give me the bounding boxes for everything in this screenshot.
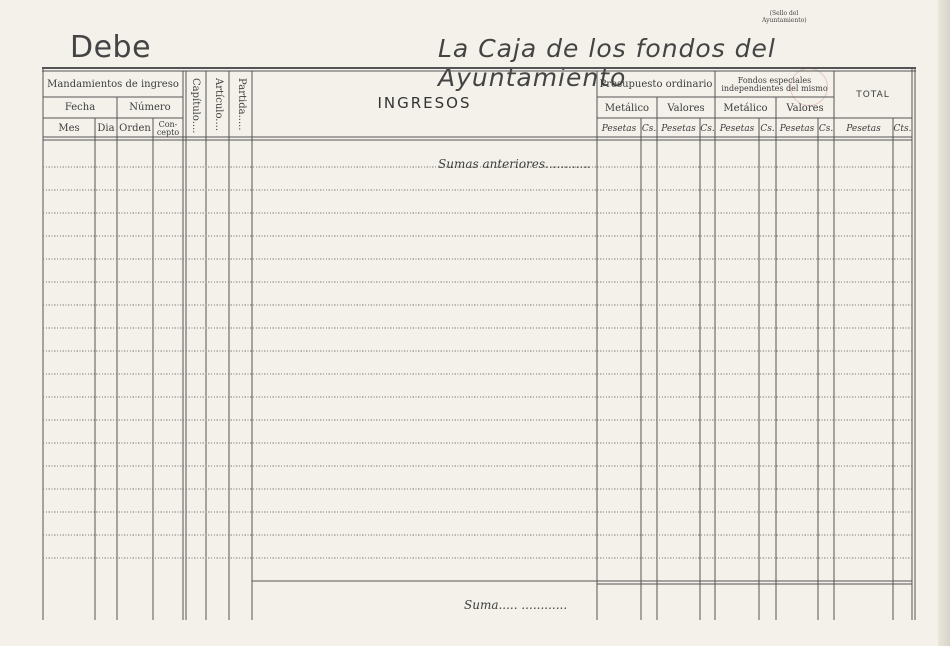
header-metalico-1: Metálico xyxy=(604,103,650,114)
header-cs-1: Cs. xyxy=(641,124,657,134)
header-mandamientos: Mandamientos de ingreso xyxy=(47,79,179,90)
row-sumas-anteriores: Sumas anteriores............ xyxy=(438,157,591,171)
header-cs-3: Cs. xyxy=(760,124,775,134)
header-concepto: Con- cepto xyxy=(156,120,180,137)
header-fecha: Fecha xyxy=(64,102,96,113)
header-numero: Número xyxy=(129,102,171,113)
header-cts-total: Cts. xyxy=(893,124,912,134)
page-title-debe: Debe xyxy=(70,30,152,65)
header-cs-4: Cs. xyxy=(818,124,834,134)
header-valores-2: Valores xyxy=(786,103,824,114)
header-presupuesto: Presupuesto ordinario xyxy=(599,79,713,90)
header-pesetas-total: Pesetas xyxy=(846,124,881,134)
page-title-caja: La Caja de los fondos del Ayuntamiento xyxy=(438,34,776,92)
header-pesetas-2: Pesetas xyxy=(661,124,696,134)
header-partida: Partida..... xyxy=(236,78,247,131)
header-pesetas-3: Pesetas xyxy=(719,124,755,134)
header-mes: Mes xyxy=(58,123,80,134)
header-dia: Dia xyxy=(97,123,115,134)
header-articulo: Artículo.... xyxy=(213,78,224,132)
header-cs-2: Cs. xyxy=(700,124,715,134)
row-suma: Suma..... ............ xyxy=(464,598,568,612)
header-ingresos: INGRESOS xyxy=(377,94,472,112)
header-orden: Orden xyxy=(119,123,151,134)
header-pesetas-1: Pesetas xyxy=(601,124,637,134)
header-valores-1: Valores xyxy=(667,103,705,114)
header-metalico-2: Metálico xyxy=(723,103,768,114)
header-total: TOTAL xyxy=(856,90,890,100)
header-fondos-especiales: Fondos especiales independientes del mismo xyxy=(721,76,828,93)
header-capitulo: Capítulo.... xyxy=(190,78,201,134)
stamp-label: (Sello del Ayuntamiento) xyxy=(762,10,807,24)
header-pesetas-4: Pesetas xyxy=(779,124,815,134)
